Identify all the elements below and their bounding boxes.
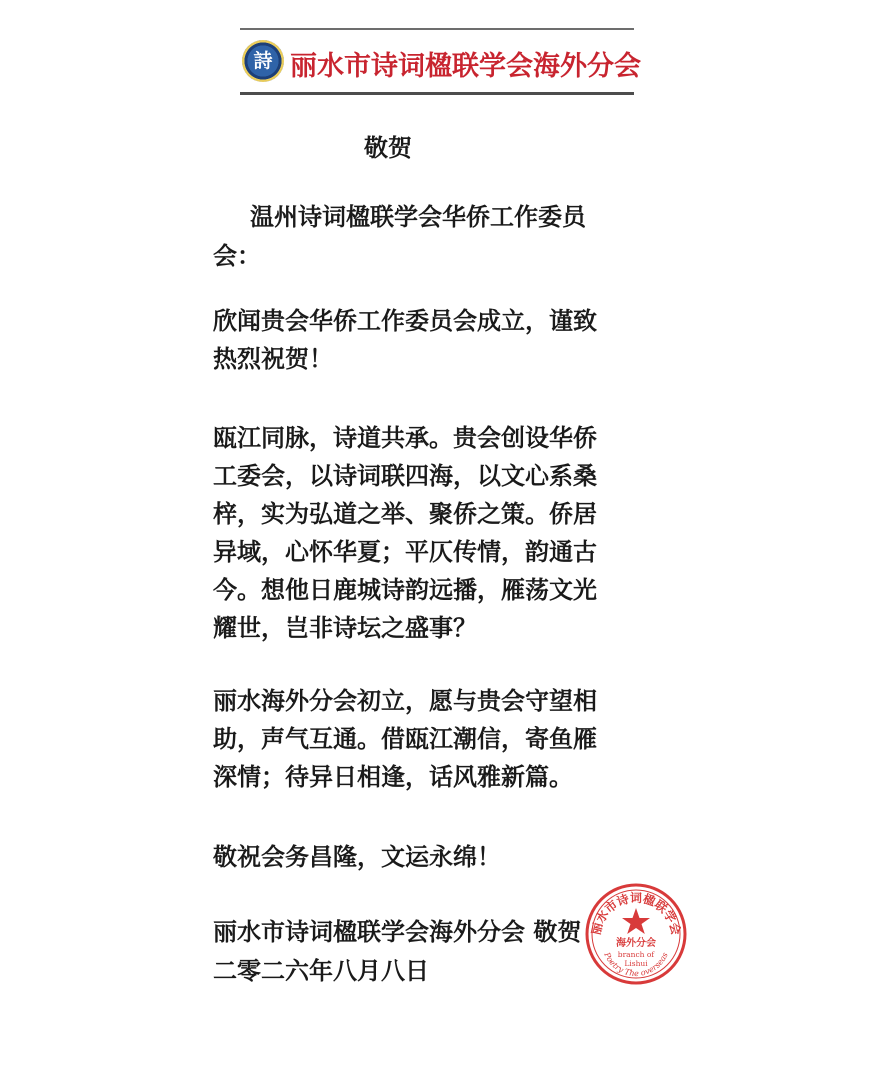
text-line: 深情；待异日相逢，话风雅新篇。 (213, 763, 573, 791)
text-line: 工委会，以诗词联四海，以文心系桑 (213, 462, 597, 490)
text-line: 梓，实为弘道之举、聚侨之策。侨居 (213, 500, 597, 528)
text-line: 今。想他日鹿城诗韵远播，雁荡文光 (213, 576, 597, 604)
text-line: 丽水海外分会初立，愿与贵会守望相 (213, 687, 597, 715)
text-line: 敬祝会务昌隆，文运永绵！ (213, 843, 501, 871)
text-line: 热烈祝贺！ (213, 345, 333, 373)
letter-date: 二零二六年八月八日 (213, 957, 429, 985)
letterhead-top-rule (240, 28, 634, 30)
society-logo-icon (242, 40, 284, 82)
paragraph-congratulations (213, 302, 673, 378)
addressee-line-2: 会： (213, 242, 261, 270)
seal-bottom-arc-text: Poetry The overseas (602, 951, 670, 979)
seal-middle-text: 海外分会 (616, 938, 656, 949)
text-line: 欣闻贵会华侨工作委员会成立，谨致 (213, 307, 597, 335)
text-line: 异域，心怀华夏；平仄传情，韵通古 (213, 538, 597, 566)
star-icon (622, 908, 650, 934)
signature: 丽水市诗词楹联学会海外分会 敬贺 (213, 918, 582, 946)
letter-title: 敬贺 (364, 134, 412, 162)
seal-english-line-2: Lishui (624, 959, 648, 968)
text-line: 瓯江同脉，诗道共承。贵会创设华侨 (213, 424, 597, 452)
letterhead-bottom-rule (240, 92, 634, 95)
paragraph-wishes (213, 838, 673, 876)
seal-top-arc-text: 丽水市诗词楹联学会 (588, 891, 684, 937)
letterhead (240, 28, 641, 98)
text-line: 助，声气互通。借瓯江潮信，寄鱼雁 (213, 725, 597, 753)
paragraph-praise (213, 419, 673, 647)
official-seal (584, 882, 688, 986)
logo-character: 詩 (253, 49, 273, 72)
seal-english-line-1: branch of (617, 950, 655, 959)
paragraph-cooperation (213, 682, 673, 796)
addressee-line-1: 温州诗词楹联学会华侨工作委员 (250, 203, 586, 231)
text-line: 耀世，岂非诗坛之盛事？ (213, 614, 477, 642)
letterhead-title: 丽水市诗词楹联学会海外分会 (290, 51, 641, 82)
